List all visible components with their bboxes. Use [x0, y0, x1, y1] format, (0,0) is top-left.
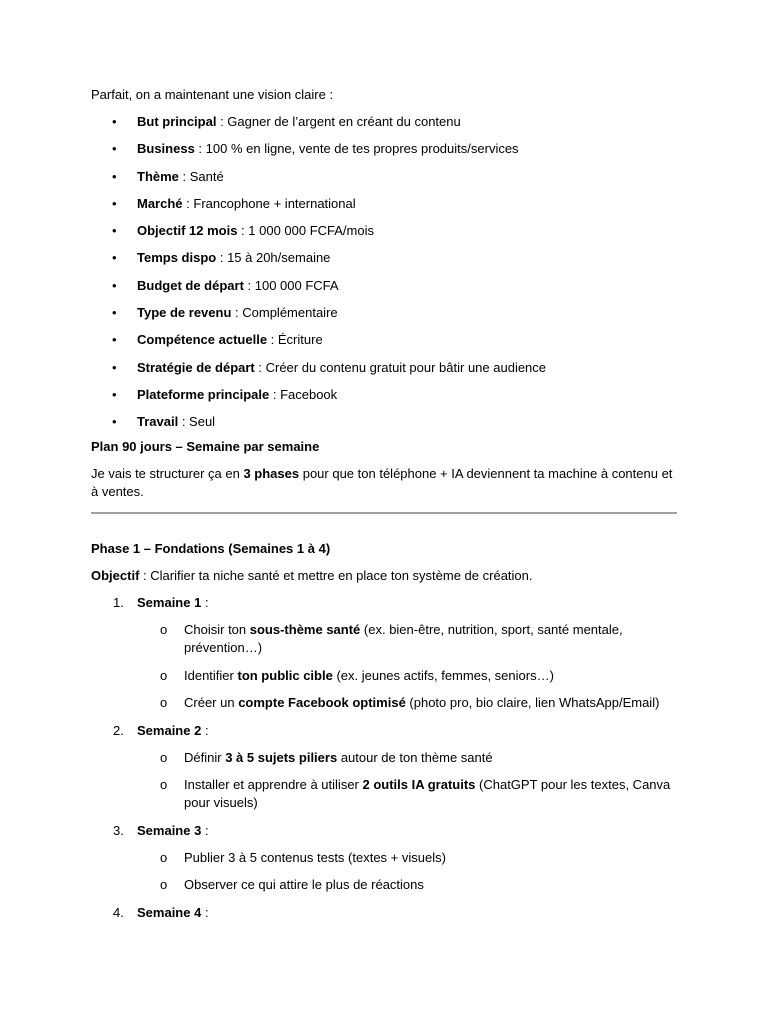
item-value: Gagner de l’argent en créant du contenu [227, 114, 461, 129]
circle-bullet-icon: o [160, 877, 168, 893]
circle-bullet-icon: o [160, 695, 168, 711]
item-label: Budget de départ [137, 277, 244, 293]
list-item: o Choisir ton sous-thème santé (ex. bien-être, nutrition, sport, santé mentale, prévention…) [160, 622, 623, 656]
bullet-icon: • [112, 195, 117, 211]
item-value: Seul [189, 414, 216, 430]
list-item: • Business : 100 % en ligne, vente de tes propres produits/services [112, 141, 519, 157]
bullet-icon: • [112, 332, 117, 348]
item-value: 15 à 20h/semaine [227, 250, 331, 266]
bullet-icon: • [112, 414, 117, 430]
list-item: • Thème : Santé [112, 168, 224, 184]
list-item: o Observer ce qui attire le plus de réactions [160, 877, 424, 893]
item-value: 100 % en ligne, vente de tes propres produits/services [205, 141, 519, 157]
week-heading: 4. Semaine 4 : [113, 904, 209, 920]
bullet-icon: • [112, 386, 117, 402]
bullet-icon: • [112, 359, 117, 375]
intro-text: Parfait, on a maintenant une vision claire : [91, 87, 334, 102]
item-label: Type de revenu [137, 305, 232, 321]
circle-bullet-icon: o [160, 667, 168, 683]
item-label: Travail [137, 414, 179, 430]
week-number: 2. [113, 722, 124, 738]
list-item: • Marché : Francophone + international [112, 195, 356, 211]
item-value: Complémentaire [242, 305, 338, 321]
item-label: Marché [137, 195, 183, 211]
bullet-icon: • [112, 168, 117, 184]
week-number: 1. [113, 595, 124, 611]
list-item: o Publier 3 à 5 contenus tests (textes + visuels) [160, 849, 446, 865]
item-label: Business [137, 141, 195, 157]
item-value: Écriture [277, 332, 323, 348]
list-item: • Budget de départ : 100 000 FCFA [112, 277, 339, 293]
list-item: • Stratégie de départ : Créer du contenu gratuit pour bâtir une audience [112, 359, 547, 375]
item-label: Thème [137, 168, 179, 184]
bullet-icon: • [112, 114, 117, 129]
horizontal-divider [91, 512, 677, 514]
week-number: 3. [113, 822, 124, 838]
list-item: o Définir 3 à 5 sujets piliers autour de ton thème santé [160, 749, 493, 765]
list-item: • Compétence actuelle : Écriture [112, 332, 323, 348]
bullet-icon: • [112, 141, 117, 157]
week-heading: 2. Semaine 2 : [113, 722, 209, 738]
circle-bullet-icon: o [160, 849, 168, 865]
circle-bullet-icon: o [160, 777, 168, 793]
bullet-icon: • [112, 277, 117, 293]
circle-bullet-icon: o [160, 622, 168, 638]
item-label: But principal [137, 114, 217, 129]
list-item: o Créer un compte Facebook optimisé (photo pro, bio claire, lien WhatsApp/Email) [160, 695, 660, 711]
bullet-icon: • [112, 223, 117, 239]
item-value: 100 000 FCFA [254, 277, 339, 293]
item-label: Compétence actuelle [137, 332, 268, 348]
plan-title: Plan 90 jours – Semaine par semaine [91, 439, 320, 455]
list-item: o Identifier ton public cible (ex. jeunes actifs, femmes, seniors…) [160, 667, 554, 683]
week-number: 4. [113, 904, 124, 920]
list-item: o Installer et apprendre à utiliser 2 outils IA gratuits (ChatGPT pour les textes, Canva pour visuels) [160, 777, 671, 811]
list-item: • But principal : Gagner de l’argent en créant du contenu [112, 114, 461, 129]
circle-bullet-icon: o [160, 749, 168, 765]
item-value: Santé [189, 168, 224, 184]
week-tasks [91, 621, 677, 712]
week-tasks [91, 749, 677, 813]
list-item: • Objectif 12 mois : 1 000 000 FCFA/mois [112, 223, 374, 239]
week-heading: 3. Semaine 3 : [113, 822, 209, 838]
list-item: • Travail : Seul [112, 414, 216, 430]
structure-paragraph: Je vais te structurer ça en 3 phases pour que ton téléphone + IA deviennent ta machine à contenu et à ventes. [91, 466, 673, 500]
item-label: Plateforme principale [137, 386, 270, 402]
week-tasks [91, 849, 677, 895]
item-label: Stratégie de départ [137, 359, 255, 375]
week-heading: 1. Semaine 1 : [113, 595, 209, 611]
item-value: Francophone + international [193, 195, 356, 211]
item-value: Créer du contenu gratuit pour bâtir une audience [265, 359, 547, 375]
bullet-icon: • [112, 305, 117, 321]
bullet-icon: • [112, 250, 117, 266]
list-item: • Temps dispo : 15 à 20h/semaine [112, 250, 331, 266]
item-label: Objectif 12 mois [137, 223, 238, 239]
phase-title: Phase 1 – Fondations (Semaines 1 à 4) [91, 541, 331, 557]
list-item: • Type de revenu : Complémentaire [112, 305, 338, 321]
item-value: 1 000 000 FCFA/mois [248, 223, 374, 239]
list-item: • Plateforme principale : Facebook [112, 386, 338, 402]
summary-list [91, 113, 677, 431]
document-page [91, 86, 677, 931]
item-label: Temps dispo [137, 250, 217, 266]
item-value: Facebook [280, 386, 338, 402]
objectif-paragraph: Objectif : Clarifier ta niche santé et mettre en place ton système de création. [91, 568, 533, 584]
